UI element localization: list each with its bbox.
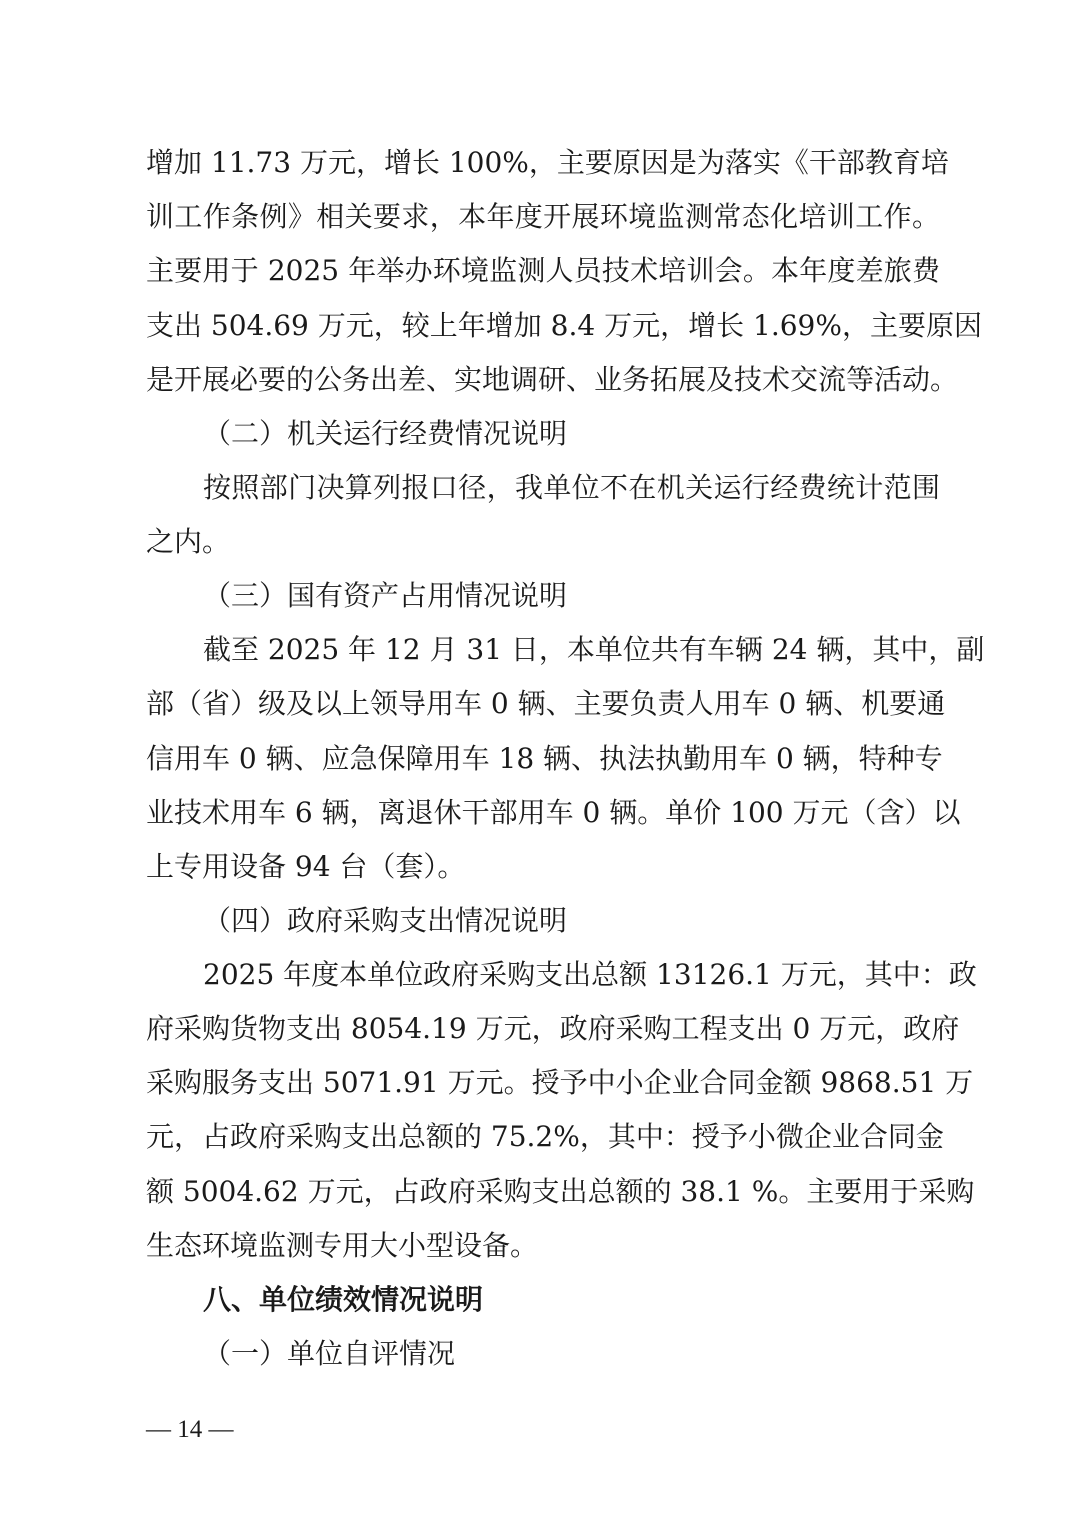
paragraph-line: 训工作条例》相关要求，本年度开展环境监测常态化培训工作。 [146,200,940,233]
section-heading: 八、单位绩效情况说明 [203,1283,484,1316]
paragraph-line: 业技术用车 6 辆，离退休干部用车 0 辆。单价 100 万元（含）以 [146,796,961,829]
paragraph-line: 元，占政府采购支出总额的 75.2%，其中：授予小微企业合同金 [146,1120,944,1153]
section-subheading: （一）单位自评情况 [203,1337,456,1370]
paragraph-line: 主要用于 2025 年举办环境监测人员技术培训会。本年度差旅费 [146,254,940,287]
paragraph-line: 增加 11.73 万元，增长 100%，主要原因是为落实《干部教育培 [146,146,949,179]
paragraph-line: 2025 年度本单位政府采购支出总额 13126.1 万元，其中：政 [203,958,977,991]
section-subheading: （三）国有资产占用情况说明 [203,579,568,612]
paragraph-line: 部（省）级及以上领导用车 0 辆、主要负责人用车 0 辆、机要通 [146,687,946,720]
paragraph-line: 是开展必要的公务出差、实地调研、业务拓展及技术交流等活动。 [146,363,959,396]
paragraph-line: 额 5004.62 万元，占政府采购支出总额的 38.1 %。主要用于采购 [146,1175,975,1208]
paragraph-line: 采购服务支出 5071.91 万元。授予中小企业合同金额 9868.51 万 [146,1066,974,1099]
section-subheading: （二）机关运行经费情况说明 [203,417,568,450]
paragraph-line: 截至 2025 年 12 月 31 日，本单位共有车辆 24 辆，其中，副 [203,633,985,666]
section-subheading: （四）政府采购支出情况说明 [203,904,568,937]
paragraph-line: 之内。 [146,525,231,558]
paragraph-line: 按照部门决算列报口径，我单位不在机关运行经费统计范围 [203,471,940,504]
page-number: — 14 — [146,1416,234,1443]
paragraph-line: 生态环境监测专用大小型设备。 [146,1229,539,1262]
paragraph-line: 支出 504.69 万元，较上年增加 8.4 万元，增长 1.69%，主要原因 [146,309,982,342]
paragraph-line: 府采购货物支出 8054.19 万元，政府采购工程支出 0 万元，政府 [146,1012,960,1045]
paragraph-line: 上专用设备 94 台（套）。 [146,850,466,883]
paragraph-line: 信用车 0 辆、应急保障用车 18 辆、执法执勤用车 0 辆，特种专 [146,742,943,775]
